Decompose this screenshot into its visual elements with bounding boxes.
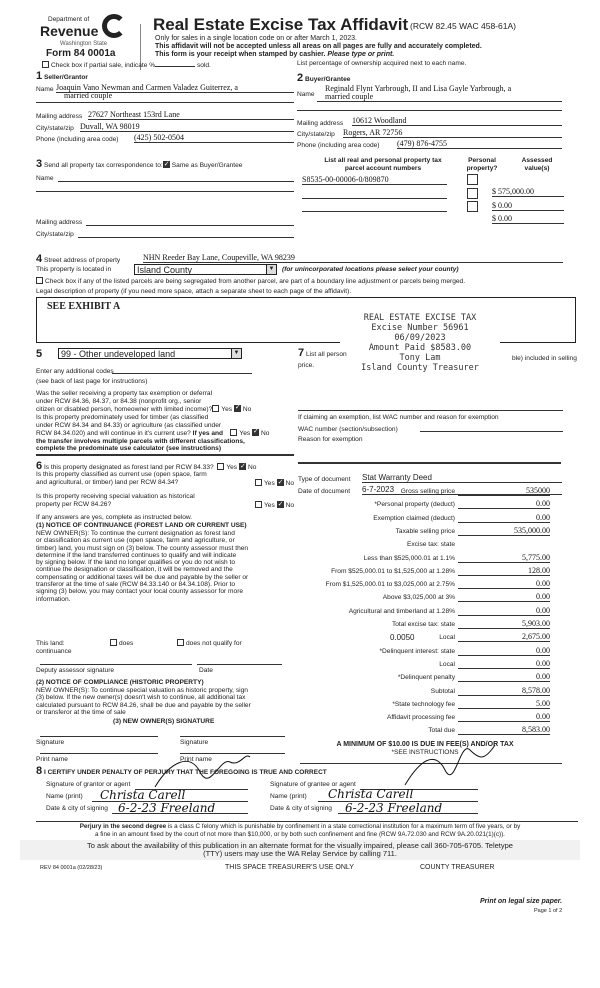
ownership-note: List percentage of ownership acquired next to each name. xyxy=(297,60,467,67)
stamp-amount-paid: Amount Paid $8583.00 xyxy=(368,343,472,353)
fee-label: Excise tax: state xyxy=(406,541,455,549)
current-use-question-2: and agricultural, or timber) land per RCW 84.34? xyxy=(36,478,179,486)
buyer-phone-field[interactable]: (479) 876-4755 xyxy=(397,139,562,149)
grantor-signature-label: Signature of grantor or agent xyxy=(46,781,131,788)
yes-label: Yes xyxy=(239,430,251,437)
logo-dept-line: Department of xyxy=(48,16,90,23)
dropdown-arrow-icon: ▼ xyxy=(266,265,276,274)
no-checkbox[interactable] xyxy=(239,463,246,470)
yes-checkbox[interactable] xyxy=(217,463,224,470)
notice-line: NEW OWNER(S): To continue special valuation as historic property, sign xyxy=(36,687,248,694)
stamp-date: 06/09/2023 xyxy=(394,333,446,343)
fee-value[interactable]: 0.00 xyxy=(458,592,550,602)
owner-signature-label-2: Signature xyxy=(180,739,209,746)
perjury-notice xyxy=(20,823,580,838)
perjury-bold: Perjury in the second degree xyxy=(79,823,167,830)
located-label: This property is located in xyxy=(36,266,112,273)
parcel-row xyxy=(302,175,564,196)
notice-line: or classification as current use (open space, farm and agriculture, or xyxy=(36,537,235,545)
fee-value[interactable]: 8,578.00 xyxy=(458,686,550,696)
seller-heading: Seller/Grantor xyxy=(43,74,88,81)
continuance-label: continuance xyxy=(36,648,72,655)
form-statute: (RCW 82.45 WAC 458-61A) xyxy=(410,21,516,31)
header-line-3-italic: Please type or print. xyxy=(327,51,395,58)
logo-revenue: Revenue xyxy=(40,23,99,39)
fee-value[interactable]: 0.00 xyxy=(458,672,550,682)
deputy-signature-label: Deputy assessor signature xyxy=(36,667,115,674)
accessibility-notice xyxy=(20,840,580,860)
logo-state: Washington State xyxy=(60,41,108,47)
fee-value[interactable]: 128.00 xyxy=(458,566,550,576)
grantee-name-handwritten[interactable]: Christa Carell xyxy=(328,787,414,801)
county-treasurer-label: COUNTY TREASURER xyxy=(420,864,495,871)
header-line-1: Only for sales in a single location code on or after March 1, 2023. xyxy=(155,35,357,42)
legal-paper-note: Print on legal size paper. xyxy=(480,898,563,905)
codes-label: Enter any additional codes xyxy=(36,368,114,375)
seller-city-field[interactable]: Duvall, WA 98019 xyxy=(80,122,294,132)
buyer-mail-field[interactable]: 10612 Woodland xyxy=(352,116,562,126)
fee-label: Gross selling price xyxy=(400,488,455,495)
buyer-heading: Buyer/Grantee xyxy=(304,76,351,83)
assessed-value-field[interactable]: $ 0.00 xyxy=(492,214,564,224)
fee-value[interactable]: 0.00 xyxy=(458,712,550,722)
section-number: 6 xyxy=(36,460,43,472)
stamp-treasurer-name: Tony Lam xyxy=(399,353,441,363)
yes-checkbox[interactable] xyxy=(212,405,219,412)
no-label: No xyxy=(285,502,295,509)
form-number: Form 84 0001a xyxy=(46,48,116,59)
fee-value[interactable]: 5,903.00 xyxy=(458,619,550,629)
buyer-city-field[interactable]: Rogers, AR 72756 xyxy=(343,128,562,138)
does-label: does xyxy=(119,640,134,647)
grantor-name-label: Name (print) xyxy=(46,793,83,800)
fee-label: From $1,525,000.01 to $3,025,000 at 2.75% xyxy=(325,581,455,589)
q-line: citizen or disabled person, homeowner with limited income)? xyxy=(36,406,213,413)
parcel-row xyxy=(302,202,564,223)
section-number: 4 xyxy=(36,253,43,265)
assessed-col-header-2: value(s) xyxy=(524,165,550,172)
buyer-section xyxy=(297,72,562,152)
header-line-2: This affidavit will not be accepted unless all areas on all pages are fully and accurately completed. xyxy=(155,43,482,50)
reason-label: Reason for exemption xyxy=(298,436,363,443)
does-not-label: does not qualify for xyxy=(186,640,242,647)
assessed-value-field[interactable]: $ 575,000.00 xyxy=(492,187,564,197)
yes-label: Yes xyxy=(226,464,238,471)
personal-property-checkbox[interactable] xyxy=(467,188,478,199)
grantee-signature-label: Signature of grantee or agent xyxy=(270,781,356,788)
notice-line: by signing below. If the land no longer qualifies or you do not wish to xyxy=(36,559,236,567)
seller-mail-label: Mailing address xyxy=(36,113,83,120)
fee-value[interactable]: 0.00 xyxy=(458,646,550,656)
corr-mail-label: Mailing address xyxy=(36,219,83,226)
see-instructions: *SEE INSTRUCTIONS xyxy=(391,749,459,756)
corr-name-label: Name xyxy=(36,175,54,182)
treasurer-use-label: THIS SPACE TREASURER'S USE ONLY xyxy=(225,864,354,871)
partial-sold-label: sold. xyxy=(196,62,211,69)
correspondence-label: Send all property tax correspondence to: xyxy=(43,162,163,169)
fee-value[interactable]: 535000 xyxy=(458,486,550,496)
header-line-3 xyxy=(155,51,394,58)
fee-label: Total excise tax: state xyxy=(391,621,455,628)
fee-value[interactable]: 5,775.00 xyxy=(458,553,550,563)
grantee-date-handwritten[interactable]: 6-2-23 Freeland xyxy=(345,801,443,815)
notice-continuance-title: (1) NOTICE OF CONTINUANCE (FOREST LAND OR CURRENT USE) xyxy=(36,522,247,529)
fee-label: Total due xyxy=(428,727,455,735)
local-rate: 0.0050 xyxy=(390,633,415,643)
fee-value[interactable]: 8,583.00 xyxy=(458,725,550,735)
grantee-name-label: Name (print) xyxy=(270,793,307,800)
minimum-notice: A MINIMUM OF $10.00 IS DUE IN FEE(S) AND/OR TAX xyxy=(336,741,514,748)
same-as-buyer-label: Same as Buyer/Grantee xyxy=(171,162,243,169)
logo-mark-icon xyxy=(102,14,126,38)
owner-print-name-label: Print name xyxy=(36,756,68,763)
grantor-name-handwritten[interactable]: Christa Carell xyxy=(100,788,186,802)
q-line: RCW 84.34.020) and will continue in it's current use? xyxy=(36,430,191,437)
form-title: Real Estate Excise Tax Affidavit xyxy=(153,15,409,34)
q-line: the transfer involves multiple parcels with different classifications, xyxy=(36,437,245,445)
current-use-question: Is this property classified as current use (open space, farm xyxy=(36,471,207,478)
corr-city-label: City/state/zip xyxy=(36,231,74,238)
correspondence-section xyxy=(36,158,294,248)
q-line: under RCW 84.34 and 84.33) or agriculture (as classified under xyxy=(36,421,222,429)
additional-codes-field[interactable] xyxy=(112,367,252,374)
deputy-date-label: Date xyxy=(199,667,213,674)
personal-col-header-2: property? xyxy=(466,165,498,172)
fee-label: Exemption claimed (deduct) xyxy=(373,514,455,522)
fee-value[interactable]: 2,675.00 xyxy=(458,632,550,642)
exemption-question xyxy=(36,390,251,414)
fee-label: Agricultural and timberland at 1.28% xyxy=(348,607,455,615)
notice-line: compensating or additional taxes will be due and payable by the seller or xyxy=(36,573,249,581)
parcel-number-field[interactable]: S8535-00-00006-0/809870 xyxy=(302,175,447,185)
owner-print-name-label-2: Print name xyxy=(180,756,212,763)
codes-note: (see back of last page for instructions) xyxy=(36,378,148,385)
notice-line: calculated pursuant to RCW 84.26, shall be due and payable by the seller xyxy=(36,701,251,709)
yes-label: Yes xyxy=(264,480,275,487)
q-line: under RCW 84.36, 84.37, or 84.38 (nonprofit org., senior xyxy=(36,397,202,405)
segregated-checkbox[interactable] xyxy=(36,277,43,284)
parcel-table xyxy=(302,155,564,235)
fee-label: *Delinquent penalty xyxy=(397,674,455,682)
treasurer-stamp xyxy=(340,313,500,373)
stamp-line: REAL ESTATE EXCISE TAX xyxy=(363,313,477,323)
grantor-date-label: Date & city of signing xyxy=(46,805,108,812)
no-label: No xyxy=(285,480,295,487)
section-number: 8 xyxy=(36,765,43,777)
legal-label: Legal description of property (if you need more space, attach a separate sheet to each page of the affidavit). xyxy=(36,288,352,295)
fee-label: From $525,000.01 to $1,525,000 at 1.28% xyxy=(331,567,455,575)
no-label: No xyxy=(247,464,257,471)
q-line: complete the predominate use calculator (see instructions) xyxy=(36,445,222,452)
section-number: 3 xyxy=(36,158,43,170)
personal-property-checkbox[interactable] xyxy=(467,174,478,185)
notice-line: determine if the land transferred continues to qualify and will indicate xyxy=(36,551,237,559)
stamp-excise-number: Excise Number 56961 xyxy=(371,323,469,333)
fee-label: *Delinquent interest: state xyxy=(379,647,455,655)
notice-compliance-title: (2) NOTICE OF COMPLIANCE (HISTORIC PROPERTY) xyxy=(36,679,204,686)
wac-field[interactable] xyxy=(420,425,563,432)
county-note: (for unincorporated locations please select your county) xyxy=(282,266,459,273)
doc-date-field[interactable]: 6-7-2023 xyxy=(362,485,562,495)
same-as-buyer-checkbox[interactable] xyxy=(163,161,170,168)
owner-signature-label: Signature xyxy=(36,739,65,746)
exemption-heading: If claiming an exemption, list WAC number and reason for exemption xyxy=(298,414,499,421)
signature-scribble-icon xyxy=(400,740,500,790)
dropdown-arrow-icon: ▼ xyxy=(231,349,241,358)
fee-value[interactable]: 0.00 xyxy=(458,513,550,523)
doc-date-label: Date of document xyxy=(298,488,351,495)
notice-line: information. xyxy=(36,595,71,603)
doc-type-label: Type of document xyxy=(298,476,351,483)
fee-label: Subtotal xyxy=(430,687,455,695)
seller-phone-field[interactable]: (425) 502-0504 xyxy=(134,133,294,143)
buyer-name-field[interactable]: Reginald Flynt Yarbrough, II and Lisa Gayle Yarbrough, a xyxy=(325,84,512,93)
alt-format-line-2: (TTY) users may use the WA Relay Service by calling 711. xyxy=(203,849,397,858)
notice-line: or transferor at the time of sale xyxy=(36,708,126,716)
grantor-date-handwritten[interactable]: 6-2-23 Freeland xyxy=(118,801,216,815)
this-land-label: This land: xyxy=(36,640,65,647)
parcel-col-header: List all real and personal property tax xyxy=(324,157,442,164)
fee-label: Less than $525,000.01 at 1.1% xyxy=(363,554,455,562)
personal-property-checkbox[interactable] xyxy=(467,201,478,212)
assessed-col-header: Assessed xyxy=(521,157,553,164)
notice-line: (3) below. If the new owner(s) doesn't wish to continue, all additional tax xyxy=(36,694,246,702)
alt-format-line: To ask about the availability of this publication in an alternate format for the visually impaired, please call 360-705-6705. Teletype xyxy=(87,841,513,850)
notice-line: timber) land, you must sign on (3) below. The county assessor must then xyxy=(36,544,249,552)
q-bold: If yes and xyxy=(192,430,224,437)
buyer-phone-label: Phone (including area code) xyxy=(297,142,380,149)
buyer-mail-label: Mailing address xyxy=(297,120,344,127)
fee-value[interactable]: 5.00 xyxy=(458,699,550,709)
no-label: No xyxy=(261,430,270,437)
land-use-value: 99 - Other undeveloped land xyxy=(61,349,176,359)
fee-label: Affidavit processing fee xyxy=(386,714,455,722)
section-number: 7 xyxy=(298,347,305,359)
no-label: No xyxy=(242,406,252,413)
seller-mail-field[interactable]: 27627 Northeast 153rd Lane xyxy=(88,110,294,120)
section-number: 5 xyxy=(36,348,43,360)
yes-label: Yes xyxy=(221,406,233,413)
no-checkbox[interactable] xyxy=(277,501,284,508)
no-checkbox[interactable] xyxy=(277,479,284,486)
notice-line: signing (3) below, you may contact your local county assessor for more xyxy=(36,588,244,596)
signature-scribble-icon xyxy=(150,752,260,792)
s7-label-c: price. xyxy=(298,362,315,369)
forest-question: Is this property designated as forest land per RCW 84.33? xyxy=(43,464,214,471)
personal-col-header: Personal xyxy=(468,157,496,164)
q-line: Was the seller receiving a property tax exemption or deferral xyxy=(36,390,213,397)
street-label: Street address of property xyxy=(43,257,121,264)
buyer-name-line2[interactable]: married couple xyxy=(317,92,562,102)
yes-note: If any answers are yes, complete as instructed below. xyxy=(36,514,193,521)
corr-city-field[interactable] xyxy=(78,230,294,238)
no-checkbox[interactable] xyxy=(234,405,241,412)
new-owner-signature-title: (3) NEW OWNER(S) SIGNATURE xyxy=(113,718,215,725)
timber-question xyxy=(36,414,269,453)
notice-line: continue the designation or classification, it will be removed and the xyxy=(36,566,233,574)
seller-name-label: Name xyxy=(36,86,54,93)
perjury-text: is a class C felony which is punishable by confinement in a state correctional institution for a maximum term of five years, or by xyxy=(166,823,521,830)
notice-line: NEW OWNER(S): To continue the current designation as forest land xyxy=(36,530,235,537)
seller-phone-label: Phone (including area code) xyxy=(36,136,119,143)
parcel-col-header-2: parcel account numbers xyxy=(344,165,422,172)
grantee-date-label: Date & city of signing xyxy=(270,805,332,812)
parcel-row xyxy=(302,189,564,210)
page-number: Page 1 of 2 xyxy=(534,908,563,914)
notice-line: transferor at the time of sale (RCW 84.33.140 or 84.34.108). Prior to xyxy=(36,581,236,589)
buyer-city-label: City/state/zip xyxy=(297,131,335,138)
s7-label: List all person xyxy=(305,351,347,358)
perjury-text-2: a fine in an amount fixed by the court of not more than $10,000, or by both such confinement and fine (RCW 9A.72.030 and RCW 9A.20.021(1)(c)). xyxy=(95,830,505,838)
does-checkbox[interactable] xyxy=(110,639,117,646)
certify-text: I CERTIFY UNDER PENALTY OF PERJURY THAT THE FOREGOING IS TRUE AND CORRECT xyxy=(43,769,327,776)
partial-percent-field[interactable] xyxy=(155,60,195,67)
wac-label: WAC number (section/subsection) xyxy=(298,426,398,433)
historic-question-2: property per RCW 84.26? xyxy=(36,500,112,508)
parcel-number-field[interactable] xyxy=(302,189,447,199)
yes-checkbox[interactable] xyxy=(255,501,262,508)
fee-label: Above $3,025,000 at 3% xyxy=(382,594,455,602)
section-number: 2 xyxy=(297,72,304,84)
county-value: Island County xyxy=(137,265,193,275)
fee-label: Taxable selling price xyxy=(395,527,455,535)
seller-name-field[interactable]: Joaquin Vano Newman and Carmen Valadez Guiterrez, a xyxy=(56,83,294,93)
seller-name-line2[interactable]: married couple xyxy=(64,91,113,100)
fee-value[interactable]: 535,000.00 xyxy=(458,526,550,536)
fee-label: *Personal property (deduct) xyxy=(374,501,455,509)
yes-checkbox[interactable] xyxy=(255,479,262,486)
fee-value[interactable]: 0.00 xyxy=(458,659,550,669)
notice-continuance-text xyxy=(36,530,248,603)
notice-compliance-text xyxy=(36,687,251,716)
legal-description[interactable]: SEE EXHIBIT A xyxy=(47,301,121,312)
fee-label: *State technology fee xyxy=(392,700,455,708)
corr-name-field[interactable] xyxy=(58,174,294,182)
no-checkbox[interactable] xyxy=(252,429,259,436)
corr-mail-field[interactable] xyxy=(86,218,294,226)
partial-sale xyxy=(42,60,211,69)
historic-question: Is this property receiving special valuation as historical xyxy=(36,493,195,500)
partial-sale-checkbox[interactable] xyxy=(42,61,49,68)
fee-label: Local xyxy=(439,660,455,668)
fee-label: Local xyxy=(439,634,455,642)
fee-value[interactable]: 0.00 xyxy=(458,499,550,509)
fee-value[interactable]: 0.00 xyxy=(458,579,550,589)
county-select[interactable] xyxy=(134,264,277,275)
buyer-name-label: Name xyxy=(297,91,315,98)
fee-value[interactable]: 0.00 xyxy=(458,606,550,616)
seller-section xyxy=(36,70,294,150)
seller-city-label: City/state/zip xyxy=(36,125,74,132)
land-use-select[interactable] xyxy=(58,348,242,359)
assessed-value-field[interactable]: $ 0.00 xyxy=(492,201,564,211)
header-line-3-text: This form is your receipt when stamped by cashier. xyxy=(155,51,326,58)
section-number: 1 xyxy=(36,70,43,82)
yes-label: Yes xyxy=(264,502,275,509)
segregated-label: Check box if any of the listed parcels are being segregated from another parcel, are part of a boundary line adjustment or parcels being merged. xyxy=(45,278,466,285)
s7-label-b: ble) included in selling xyxy=(512,355,577,362)
street-address-field[interactable]: NHN Reeder Bay Lane, Coupeville, WA 98239 xyxy=(143,253,563,263)
parcel-number-field[interactable] xyxy=(302,202,447,212)
doc-type-field[interactable]: Stat Warranty Deed xyxy=(362,473,562,483)
yes-checkbox[interactable] xyxy=(230,429,237,436)
partial-sale-label: Check box if partial sale, indicate % xyxy=(51,62,156,69)
q-line: Is this property predominately used for timber (as classified xyxy=(36,414,209,421)
does-not-checkbox[interactable] xyxy=(177,639,184,646)
stamp-treasurer-title: Island County Treasurer xyxy=(361,363,479,373)
revision-label: REV 84 0001a (02/28/23) xyxy=(40,865,103,871)
